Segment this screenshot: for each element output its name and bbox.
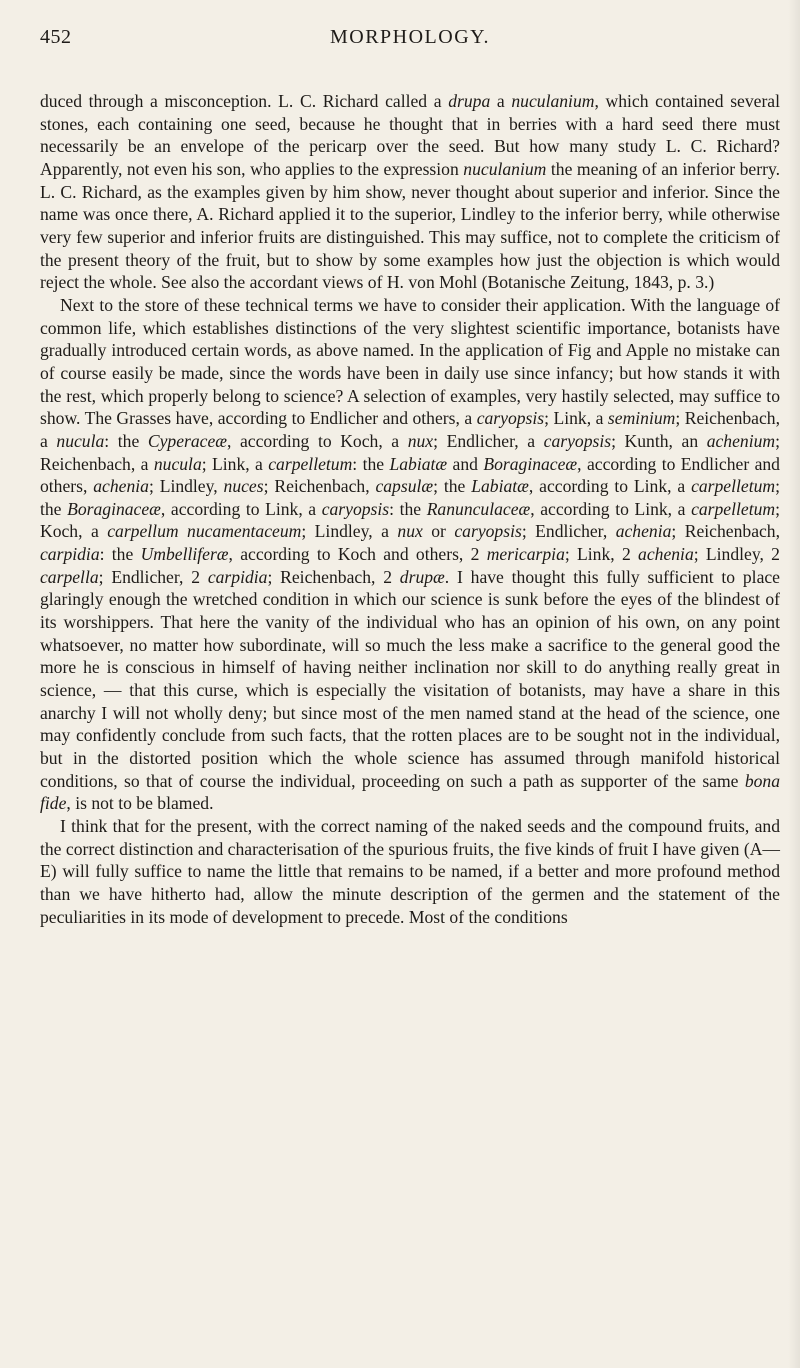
paragraph-2: Next to the store of these technical terms we have to consider their application. With the language of common life, which establishes distinctions of the very slightest scientific importance, botanists have gradually introduced certain words, as above named. In the application of Fig and Apple no mistake can of course easily be made, since the words have been in daily use since infancy; but how stands it with the rest, which properly belong to science? A selection of examples, very hastily selected, may suffice to show. The Grasses have, according to Endlicher and others, a caryopsis; Link, a seminium; Reichenbach, a nucula: the Cyperaceæ, according to Koch, a nux; Endlicher, a caryopsis; Kunth, an achenium; Reichenbach, a nucula; Link, a carpelletum: the Labiatæ and Boraginaceæ, according to Endlicher and others, achenia; Lindley, nuces; Reichenbach, capsulæ; the Labiatæ, according to Link, a carpelletum; the Boraginaceæ, according to Link, a caryopsis: the Ranunculaceæ, according to Link, a carpelletum; Koch, a carpellum nucamentaceum; Lindley, a nux or caryopsis; Endlicher, achenia; Reichenbach, carpidia: the Umbelliferæ, according to Koch and others, 2 mericarpia; Link, 2 achenia; Lindley, 2 carpella; Endlicher, 2 carpidia; Reichenbach, 2 drupæ. I have thought this fully sufficient to place glaringly enough the wretched condition in which our science is sunk before the eyes of the blindest of its worshippers. That here the vanity of the individual who has an opinion of his own, on any point whatsoever, no matter how subordinate, will so much the less make a sacrifice to the general good the more he is conscious in himself of having neither inclination nor skill to do anything really great in science, — that this curse, which is especially the visitation of botanists, may have a share in this anarchy I will not wholly deny; but since most of the men named stand at the head of the science, one may confidently conclude from such facts, that the rotten places are to be sought not in the individual, but in the distorted position which the whole science has assumed through manifold historical conditions, so that of course the individual, proceeding on such a path as supporter of the same bona fide, is not to be blamed. bbox=[40, 294, 781, 814]
italic-term: drupa bbox=[448, 91, 491, 111]
italic-term: Cyperaceæ bbox=[147, 430, 228, 451]
page-edge-shadow bbox=[788, 0, 800, 1368]
italic-term: carpelletum bbox=[691, 498, 776, 519]
italic-term: drupæ bbox=[399, 566, 445, 587]
italic-term: nux bbox=[407, 430, 434, 451]
italic-term: Boraginaceæ bbox=[483, 453, 578, 474]
italic-term: Labiatæ bbox=[389, 453, 448, 474]
italic-term: achenia bbox=[638, 544, 694, 565]
italic-term: nucula bbox=[56, 430, 105, 451]
italic-term: seminium bbox=[607, 408, 676, 429]
italic-term: carpelletum bbox=[691, 476, 776, 497]
italic-term: caryopsis bbox=[543, 430, 612, 451]
paragraph-3: I think that for the present, with the correct naming of the naked seeds and the compound fruits, and the correct distinction and characterisation of the spurious fruits, the five kinds of fruit I have given (A—E) will fully suffice to name the little that remains to be named, if a better and more profound method than we have hitherto had, allow the minute description of the germen and the statement of the peculiarities in its mode of development to precede. Most of the conditions bbox=[40, 816, 780, 927]
italic-term: achenia bbox=[615, 521, 672, 542]
italic-term: nuces bbox=[223, 476, 264, 497]
italic-term: Labiatæ bbox=[471, 476, 529, 497]
paragraph-1: duced through a misconception. L. C. Richard called a drupa a nuculanium, which contained several stones, each containing one seed, because he thought that in berries with a hard seed there must necessarily be an envelope of the pericarp over the seed. But how many study L. C. Richard? Apparently, not even his son, who applies to the expression nuculanium the meaning of an inferior berry. L. C. Richard, as the examples given by him show, never thought about superior and inferior. Since the name was once there, A. Richard applied it to the superior, Lindley to the inferior berry, while otherwise very few superior and inferior fruits are distinguished. This may suffice, not to complete the criticism of the present theory of the fruit, but to show by some examples how just the objection is which would reject the whole. See also the accordant views of H. von Mohl (Botanische Zeitung, 1843, p. 3.) bbox=[40, 91, 781, 293]
italic-term: nuculanium bbox=[511, 91, 595, 111]
book-page bbox=[40, 26, 780, 928]
running-title: MORPHOLOGY. bbox=[329, 26, 491, 48]
italic-term: capsulæ bbox=[375, 476, 434, 497]
italic-term: carpellum nucamentaceum bbox=[107, 521, 302, 542]
italic-term: Ranunculaceæ bbox=[426, 498, 531, 519]
page-header bbox=[40, 26, 780, 66]
italic-term: carpelletum bbox=[268, 453, 353, 474]
italic-term: nucula bbox=[153, 453, 202, 474]
body-text bbox=[40, 90, 780, 928]
italic-term: caryopsis bbox=[321, 498, 390, 519]
italic-term: achenium bbox=[706, 430, 776, 451]
italic-term: caryopsis bbox=[476, 408, 545, 429]
italic-term: carpella bbox=[40, 566, 99, 587]
italic-term: Umbelliferæ bbox=[140, 544, 229, 565]
italic-term: nuculanium bbox=[463, 158, 547, 179]
page-number: 452 bbox=[40, 26, 72, 48]
italic-term: caryopsis bbox=[454, 521, 522, 542]
italic-term: mericarpia bbox=[486, 544, 565, 565]
italic-term: carpidia bbox=[40, 544, 100, 565]
italic-term: achenia bbox=[93, 476, 149, 497]
italic-term: Boraginaceæ bbox=[67, 498, 161, 519]
italic-term: bona fide bbox=[40, 770, 780, 814]
italic-term: nux bbox=[397, 521, 423, 542]
italic-term: carpidia bbox=[207, 566, 268, 587]
